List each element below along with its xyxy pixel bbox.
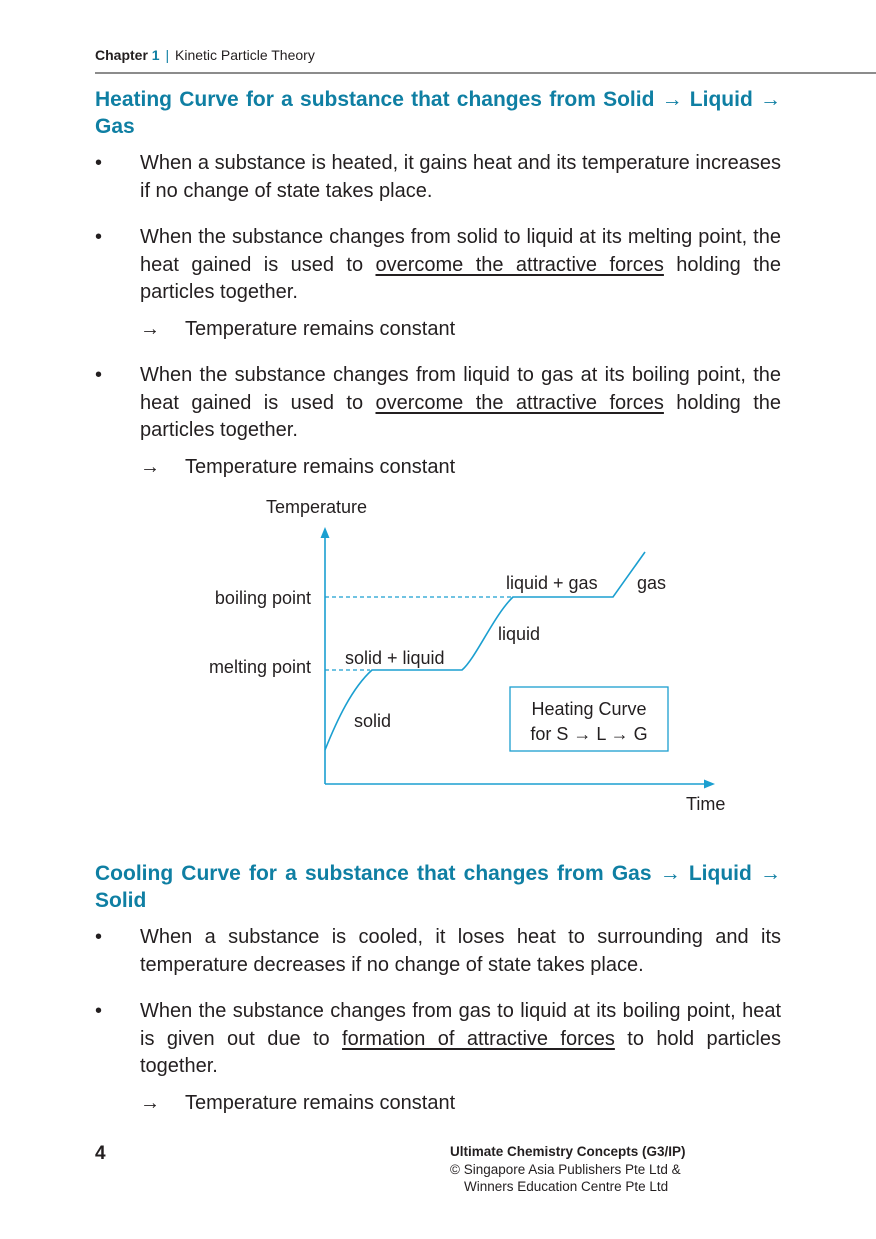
chapter-number: 1 bbox=[151, 47, 160, 63]
book-credits bbox=[450, 1143, 686, 1196]
heating-curve-heading: Heating Curve for a substance that changes from Solid → Liquid → Gas bbox=[95, 88, 781, 138]
gas-region-label: gas bbox=[637, 573, 667, 593]
solid-region-label: solid bbox=[354, 711, 392, 731]
chapter-header bbox=[95, 47, 315, 63]
underlined-phrase: formation of attractive forces bbox=[342, 1027, 615, 1050]
right-arrow-icon: → bbox=[140, 1092, 160, 1114]
copyright-line-1: © Singapore Asia Publishers Pte Ltd & bbox=[450, 1161, 681, 1177]
sub-point-text: Temperature remains constant bbox=[185, 318, 456, 340]
heating-curve-diagram bbox=[180, 490, 760, 830]
melting-point-label: melting point bbox=[208, 657, 311, 677]
liquid-region-label: liquid bbox=[498, 624, 541, 644]
bullet-text: When a substance is heated, it gains heat and its temperature increases if no change of state takes place. bbox=[140, 152, 781, 202]
list-item bbox=[95, 150, 781, 205]
book-title: Ultimate Chemistry Concepts (G3/IP) bbox=[450, 1144, 686, 1159]
page-number: 4 bbox=[95, 1143, 106, 1164]
x-axis-arrowhead bbox=[704, 780, 715, 789]
sub-point bbox=[140, 454, 455, 481]
bullet-text: When the substance changes from gas to liquid at its boiling point, heat is given out due to formation of attractive forces to hold particles together. bbox=[140, 1000, 782, 1077]
x-axis-label: Time bbox=[686, 794, 726, 814]
bullet-text: When the substance changes from solid to liquid at its melting point, the heat gained is used to overcome the attractive forces holding the particles together. bbox=[140, 226, 782, 303]
chapter-label: Chapter bbox=[95, 47, 148, 63]
bullet-text: When a substance is cooled, it loses heat to surrounding and its temperature decreases if no change of state takes place. bbox=[140, 926, 781, 976]
cooling-curve-heading: Cooling Curve for a substance that changes from Gas → Liquid → Solid bbox=[95, 862, 781, 912]
liquid-gas-region-label: liquid + gas bbox=[506, 573, 598, 593]
list-item bbox=[95, 998, 781, 1081]
caption-line-2: for S → L → G bbox=[530, 724, 648, 744]
boiling-point-label: boiling point bbox=[214, 588, 311, 608]
bullet-text: When the substance changes from liquid to gas at its boiling point, the heat gained is used to overcome the attractive forces holding the particles together. bbox=[140, 364, 782, 441]
list-item bbox=[95, 224, 781, 307]
solid-liquid-region-label: solid + liquid bbox=[345, 648, 445, 668]
sub-point-text: Temperature remains constant bbox=[185, 1092, 456, 1114]
header-divider bbox=[95, 72, 876, 74]
right-arrow-icon: → bbox=[140, 318, 160, 340]
underlined-phrase: overcome the attractive forces bbox=[375, 253, 664, 276]
bullet-dot-icon: • bbox=[95, 152, 103, 174]
chapter-title: Kinetic Particle Theory bbox=[175, 47, 315, 63]
y-axis-arrowhead bbox=[321, 527, 330, 538]
bullet-dot-icon: • bbox=[95, 1000, 103, 1022]
sub-point bbox=[140, 1090, 455, 1117]
sub-point-text: Temperature remains constant bbox=[185, 456, 456, 478]
underlined-phrase: overcome the attractive forces bbox=[375, 391, 664, 414]
bullet-dot-icon: • bbox=[95, 364, 103, 386]
bullet-dot-icon: • bbox=[95, 226, 103, 248]
sub-point bbox=[140, 316, 455, 343]
copyright-line-2: Winners Education Centre Pte Ltd bbox=[464, 1179, 669, 1194]
list-item bbox=[95, 362, 781, 445]
header-separator: | bbox=[165, 47, 170, 63]
list-item bbox=[95, 924, 781, 979]
y-axis-label: Temperature bbox=[266, 497, 368, 517]
caption-line-1: Heating Curve bbox=[531, 699, 647, 719]
right-arrow-icon: → bbox=[140, 456, 160, 478]
bullet-dot-icon: • bbox=[95, 926, 103, 948]
